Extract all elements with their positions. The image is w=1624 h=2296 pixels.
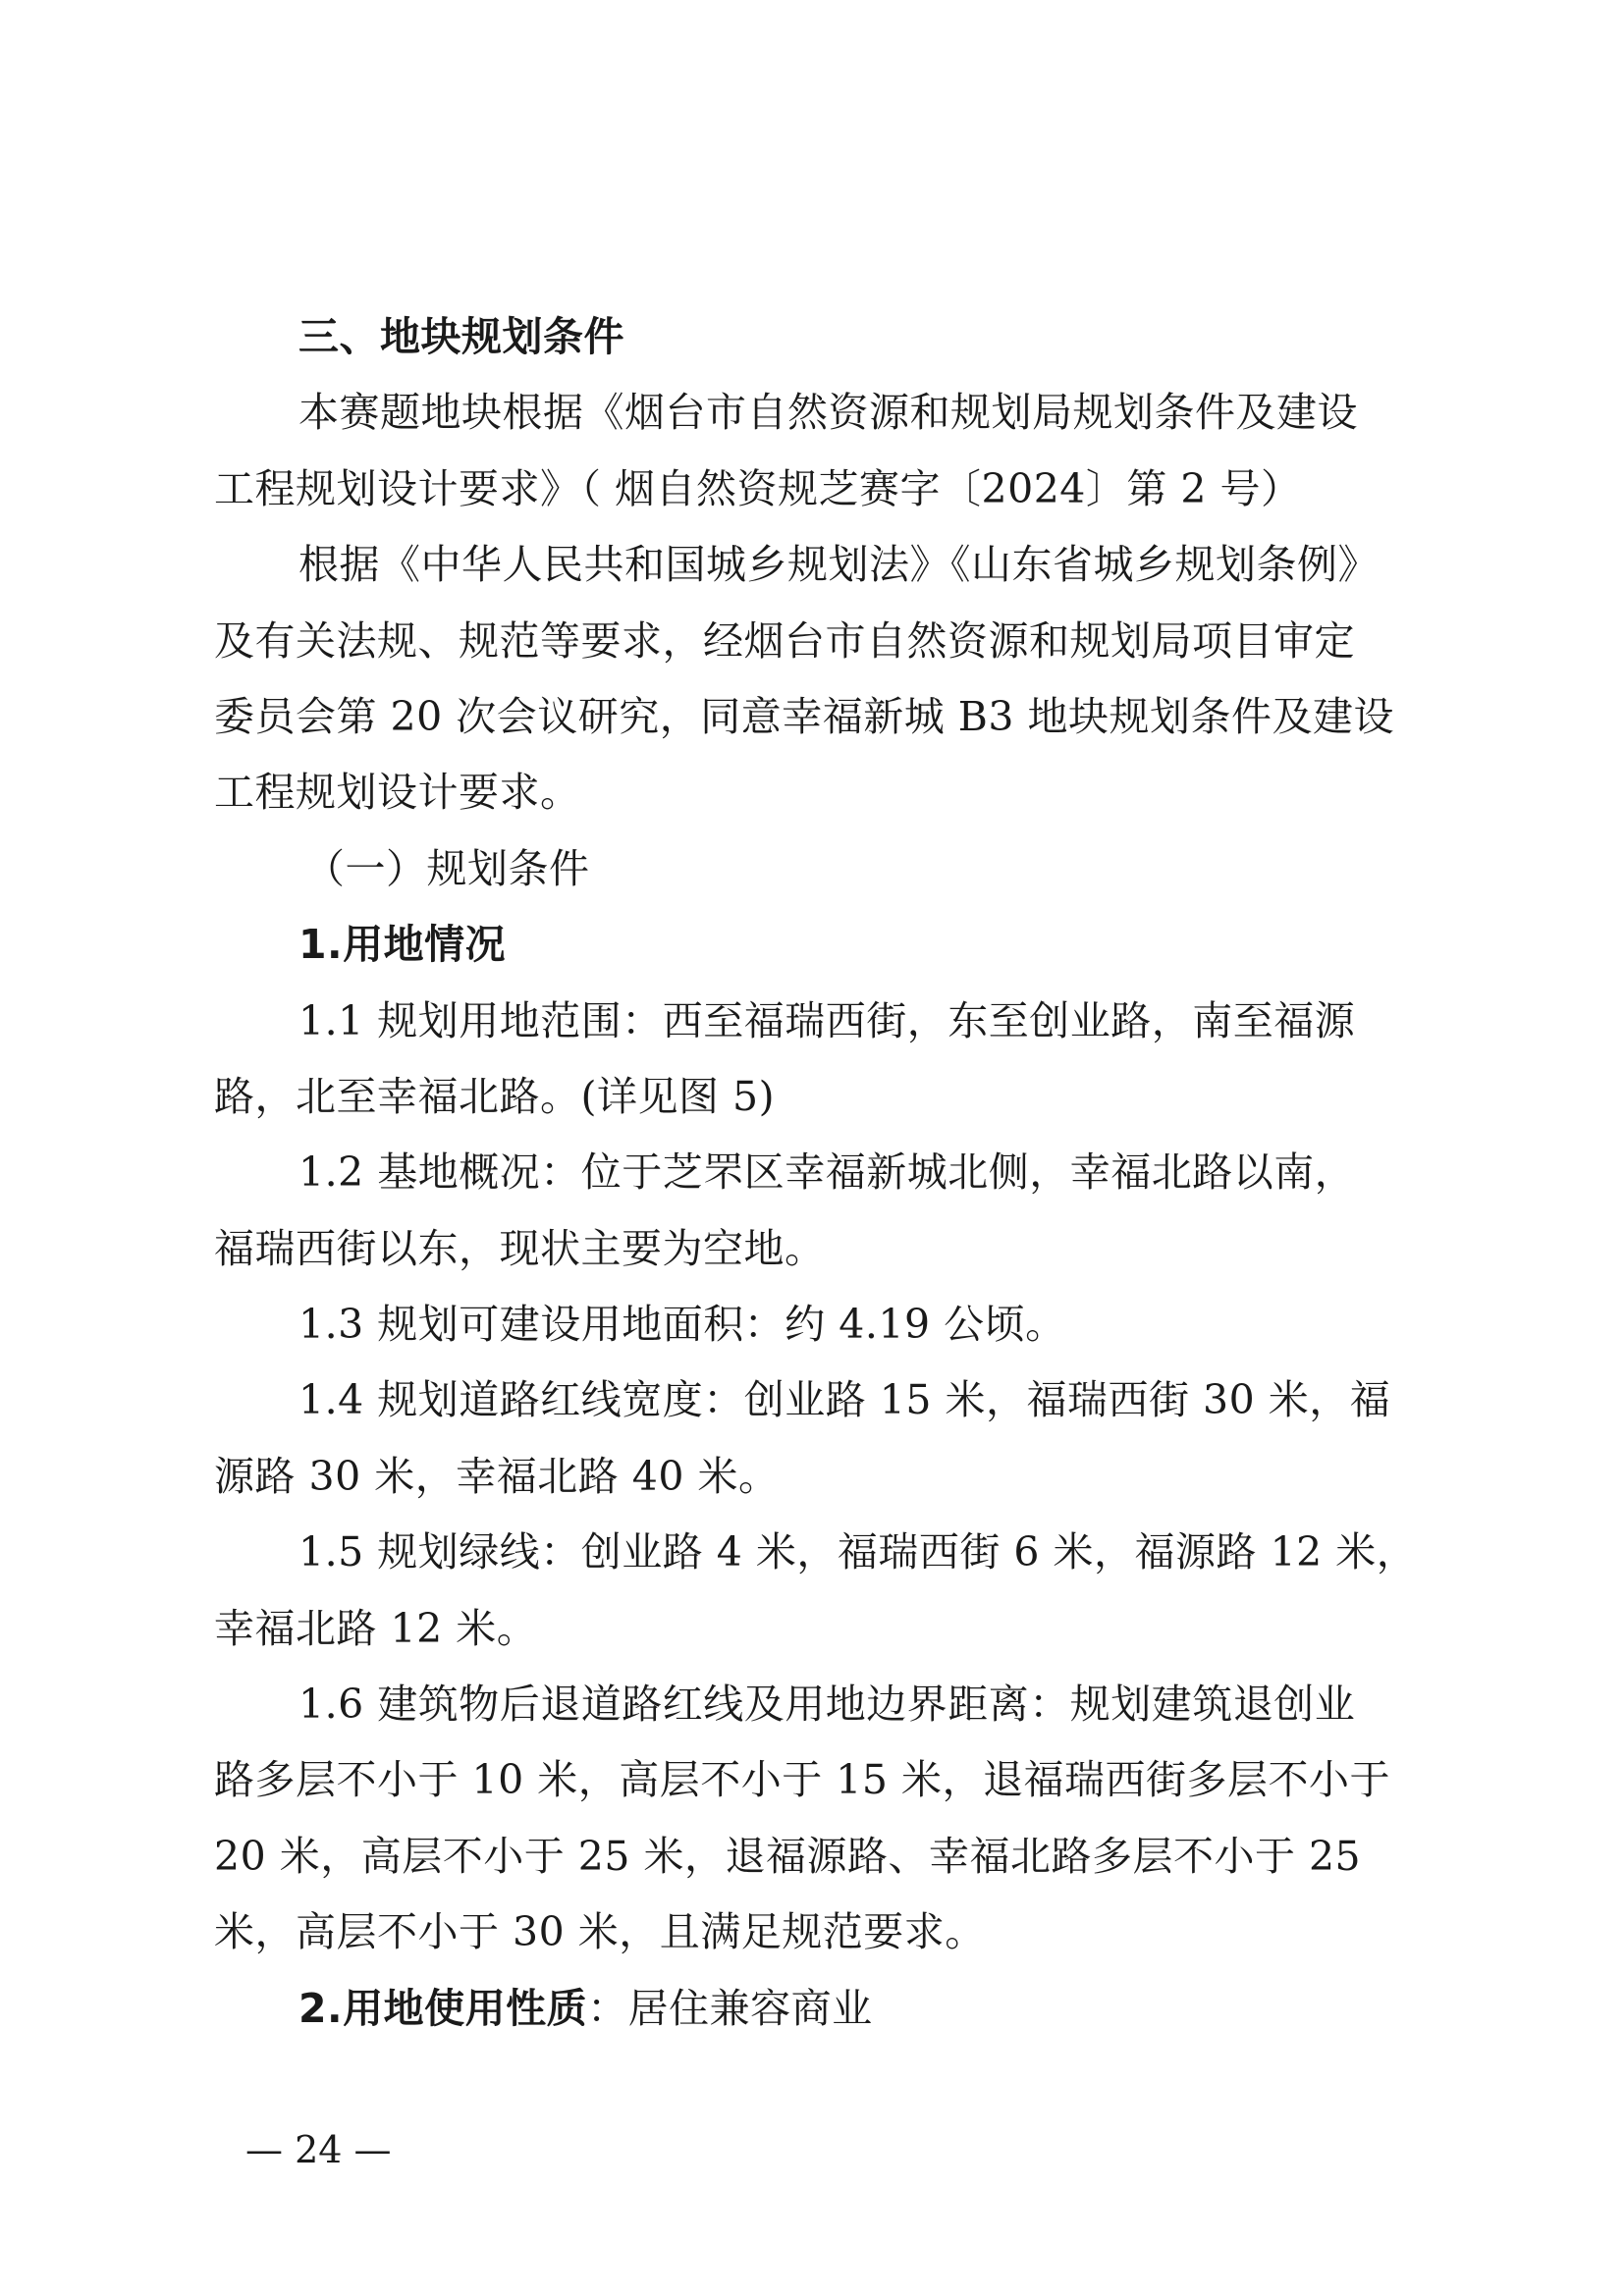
item-1-2 — [214, 1135, 1420, 1287]
paragraph-approval — [214, 527, 1420, 831]
subsection-heading: （一）规划条件 — [304, 844, 590, 892]
paragraph-line: 1.1 规划用地范围：西至福瑞西街，东至创业路，南至福源 — [298, 996, 1356, 1044]
page-number: — 24 — — [245, 2128, 392, 2171]
paragraph-line: 米，高层不小于 30 米，且满足规范要求。 — [214, 1908, 986, 1956]
document-body — [214, 299, 1420, 2047]
paragraph-line: 工程规划设计要求。 — [214, 769, 581, 817]
paragraph-line: 福瑞西街以东，现状主要为空地。 — [214, 1224, 826, 1272]
paragraph-basis — [214, 375, 1420, 527]
paragraph-line: 1.3 规划可建设用地面积：约 4.19 公顷。 — [298, 1301, 1066, 1349]
item-1-5 — [214, 1515, 1420, 1667]
paragraph-line: 源路 30 米，幸福北路 40 米。 — [214, 1452, 780, 1500]
item-2-label: 2.用地使用性质 — [298, 1984, 588, 2032]
paragraph-line: 1.2 基地概况：位于芝罘区幸福新城北侧，幸福北路以南， — [298, 1148, 1356, 1197]
paragraph-line: 路，北至幸福北路。(详见图 5) — [214, 1072, 776, 1120]
section-heading: 三、地块规划条件 — [298, 313, 624, 360]
paragraph-line: 路多层不小于 10 米，高层不小于 15 米，退福瑞西街多层不小于 — [214, 1756, 1390, 1804]
paragraph-line: 工程规划设计要求》（ 烟自然资规芝赛字〔2024〕第 2 号） — [214, 464, 1302, 512]
item-2-value: ：居住兼容商业 — [587, 1984, 873, 2032]
paragraph-line: 幸福北路 12 米。 — [214, 1604, 538, 1652]
item-heading: 1.用地情况 — [298, 921, 507, 969]
paragraph-line: 及有关法规、规范等要求，经烟台市自然资源和规划局项目审定 — [214, 616, 1355, 665]
paragraph-line: 1.5 规划绿线：创业路 4 米，福瑞西街 6 米，福源路 12 米， — [298, 1528, 1418, 1576]
item-1-6 — [214, 1667, 1420, 1971]
paragraph-line: 根据《中华人民共和国城乡规划法》《山东省城乡规划条例》 — [298, 541, 1379, 589]
paragraph-line: 1.6 建筑物后退道路红线及用地边界距离：规划建筑退创业 — [298, 1681, 1356, 1729]
paragraph-line: 1.4 规划道路红线宽度：创业路 15 米，福瑞西街 30 米，福 — [298, 1376, 1391, 1424]
paragraph-line: 委员会第 20 次会议研究，同意幸福新城 B3 地块规划条件及建设 — [214, 692, 1395, 740]
item-1-3 — [214, 1287, 1420, 1362]
paragraph-line: 20 米，高层不小于 25 米，退福源路、幸福北路多层不小于 25 — [214, 1832, 1362, 1880]
item-1-1 — [214, 984, 1420, 1136]
item-1-4 — [214, 1362, 1420, 1515]
item-2 — [214, 1971, 1420, 2047]
paragraph-line: 本赛题地块根据《烟台市自然资源和规划局规划条件及建设 — [298, 389, 1358, 437]
